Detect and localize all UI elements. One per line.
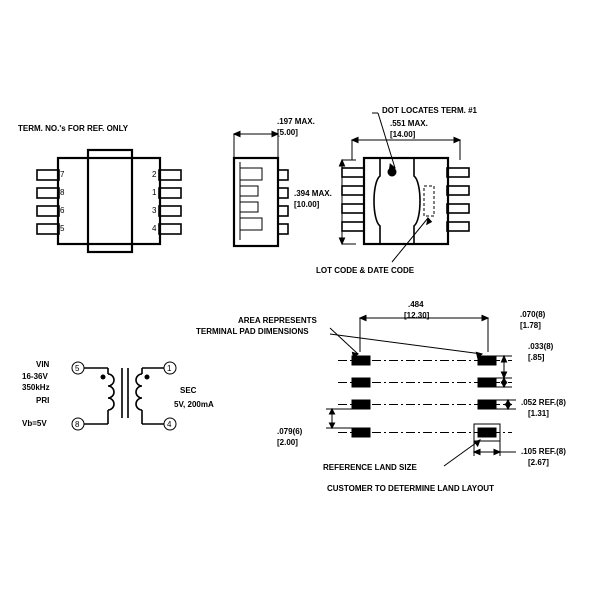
schematic-label-frequency: 350kHz bbox=[22, 383, 50, 392]
terminal-number-right-4: 4 bbox=[152, 224, 157, 233]
note-reference-land: REFERENCE LAND SIZE bbox=[323, 463, 417, 472]
terminal-number-right-1: 2 bbox=[152, 170, 157, 179]
dim-side-width-mm: [5.00] bbox=[277, 128, 298, 137]
schematic-label-pri: PRI bbox=[36, 396, 50, 405]
terminal-number-right-3: 3 bbox=[152, 206, 157, 215]
terminal-number-left-1: 7 bbox=[60, 170, 65, 179]
dim-land-span-mm: [12.30] bbox=[404, 311, 430, 320]
schematic-pin-5: 5 bbox=[75, 364, 80, 373]
note-lot-code: LOT CODE & DATE CODE bbox=[316, 266, 415, 275]
schematic-label-vin: VIN bbox=[36, 360, 50, 369]
dim-side-width-in: .197 MAX. bbox=[277, 117, 315, 126]
note-area-represents-line2: TERMINAL PAD DIMENSIONS bbox=[196, 327, 309, 336]
terminal-number-left-3: 6 bbox=[60, 206, 65, 215]
schematic-label-sec: SEC bbox=[180, 386, 197, 395]
dim-top-length-mm: [14.00] bbox=[390, 130, 416, 139]
terminal-number-right-2: 1 bbox=[152, 188, 157, 197]
dim-pad-width-in: .033(8) bbox=[528, 342, 554, 351]
dim-pad-pitch-in: .070(8) bbox=[520, 310, 546, 319]
schematic-label-vin-range: 16-36V bbox=[22, 372, 48, 381]
dim-land-ref-mm: [2.67] bbox=[528, 458, 549, 467]
dim-land-ref-in: .105 REF.(8) bbox=[521, 447, 566, 456]
dim-pad-ref-in: .052 REF.(8) bbox=[521, 398, 566, 407]
schematic-label-sec-output: 5V, 200mA bbox=[174, 400, 214, 409]
dim-pad-pitch-mm: [1.78] bbox=[520, 321, 541, 330]
dim-row-spacing-in: .079(6) bbox=[277, 427, 303, 436]
dim-land-span-in: .484 bbox=[408, 300, 424, 309]
schematic-pin-4: 4 bbox=[167, 420, 172, 429]
note-dot-locates: DOT LOCATES TERM. #1 bbox=[382, 106, 477, 115]
dim-top-width-in: .394 MAX. bbox=[294, 189, 332, 198]
schematic-label-vb: Vb=5V bbox=[22, 419, 47, 428]
dim-pad-ref-mm: [1.31] bbox=[528, 409, 549, 418]
note-term-ref: TERM. NO.'s FOR REF. ONLY bbox=[18, 124, 129, 133]
terminal-number-left-4: 5 bbox=[60, 224, 65, 233]
dim-top-length-in: .551 MAX. bbox=[390, 119, 428, 128]
schematic-pin-1: 1 bbox=[167, 364, 172, 373]
terminal-number-left-2: 8 bbox=[60, 188, 65, 197]
note-customer-land-layout: CUSTOMER TO DETERMINE LAND LAYOUT bbox=[327, 484, 494, 493]
dim-pad-width-mm: [.85] bbox=[528, 353, 545, 362]
note-area-represents-line1: AREA REPRESENTS bbox=[238, 316, 317, 325]
dim-top-width-mm: [10.00] bbox=[294, 200, 320, 209]
schematic-pin-8: 8 bbox=[75, 420, 80, 429]
dim-row-spacing-mm: [2.00] bbox=[277, 438, 298, 447]
